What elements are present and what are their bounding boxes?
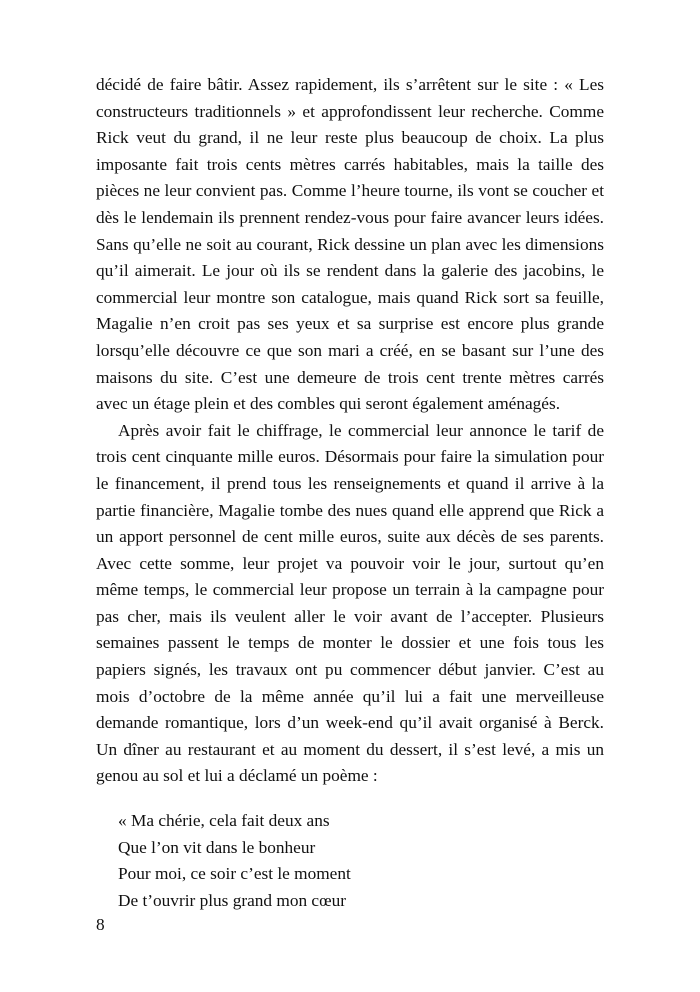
- paragraph-continuation: décidé de faire bâtir. Assez rapidement, ils s’arrêtent sur le site : « Les constructeurs traditionnels » et approfondissent leur recherche. Comme Rick veut du grand, il ne leur reste plus beaucoup de choix. La plus imposante fait trois cents mètres carrés habitables, mais la taille des pièces ne leur convient pas. Comme l’heure tourne, ils vont se coucher et dès le lendemain ils prennent rendez-vous pour faire avancer leurs idées. Sans qu’elle ne soit au courant, Rick dessine un plan avec les dimensions qu’il aimerait. Le jour où ils se rendent dans la galerie des jacobins, le commercial leur montre son catalogue, mais quand Rick sort sa feuille, Magalie n’en croit pas ses yeux et sa surprise est encore plus grande lorsqu’elle découvre ce que son mari a créé, en se basant sur l’une des maisons du site. C’est une demeure de trois cent trente mètres carrés avec un étage plein et des combles qui seront également aménagés.: [96, 75, 604, 414]
- paragraph-financing: Après avoir fait le chiffrage, le commercial leur annonce le tarif de trois cent cinquante mille euros. Désormais pour faire la simulation pour le financement, il prend tous les renseignements et quand il arrive à la partie financière, Magalie tombe des nues quand elle apprend que Rick a un apport personnel de cent mille euros, suite aux décès de ses parents. Avec cette somme, leur projet va pouvoir voir le jour, surtout qu’en même temps, le commercial leur propose un terrain à la campagne pour pas cher, mais ils veulent aller le voir avant de l’accepter. Plusieurs semaines passent le temps de monter le dossier et une fois tous les papiers signés, les travaux ont pu commencer début janvier. C’est au mois d’octobre de la même année qu’il lui a fait une merveilleuse demande romantique, lors d’un week-end qu’il avait organisé à Berck. Un dîner au restaurant et au moment du dessert, il s’est levé, a mis un genou au sol et lui a déclamé un poème :: [96, 420, 604, 786]
- poem-block: [96, 808, 604, 914]
- poem-line: « Ma chérie, cela fait deux ans: [118, 811, 330, 831]
- page-number: 8: [96, 915, 105, 934]
- poem-line: Que l’on vit dans le bonheur: [118, 837, 316, 857]
- poem-line: Pour moi, ce soir c’est le moment: [118, 864, 351, 884]
- page-body: [96, 72, 604, 914]
- poem-line: De t’ouvrir plus grand mon cœur: [118, 890, 346, 910]
